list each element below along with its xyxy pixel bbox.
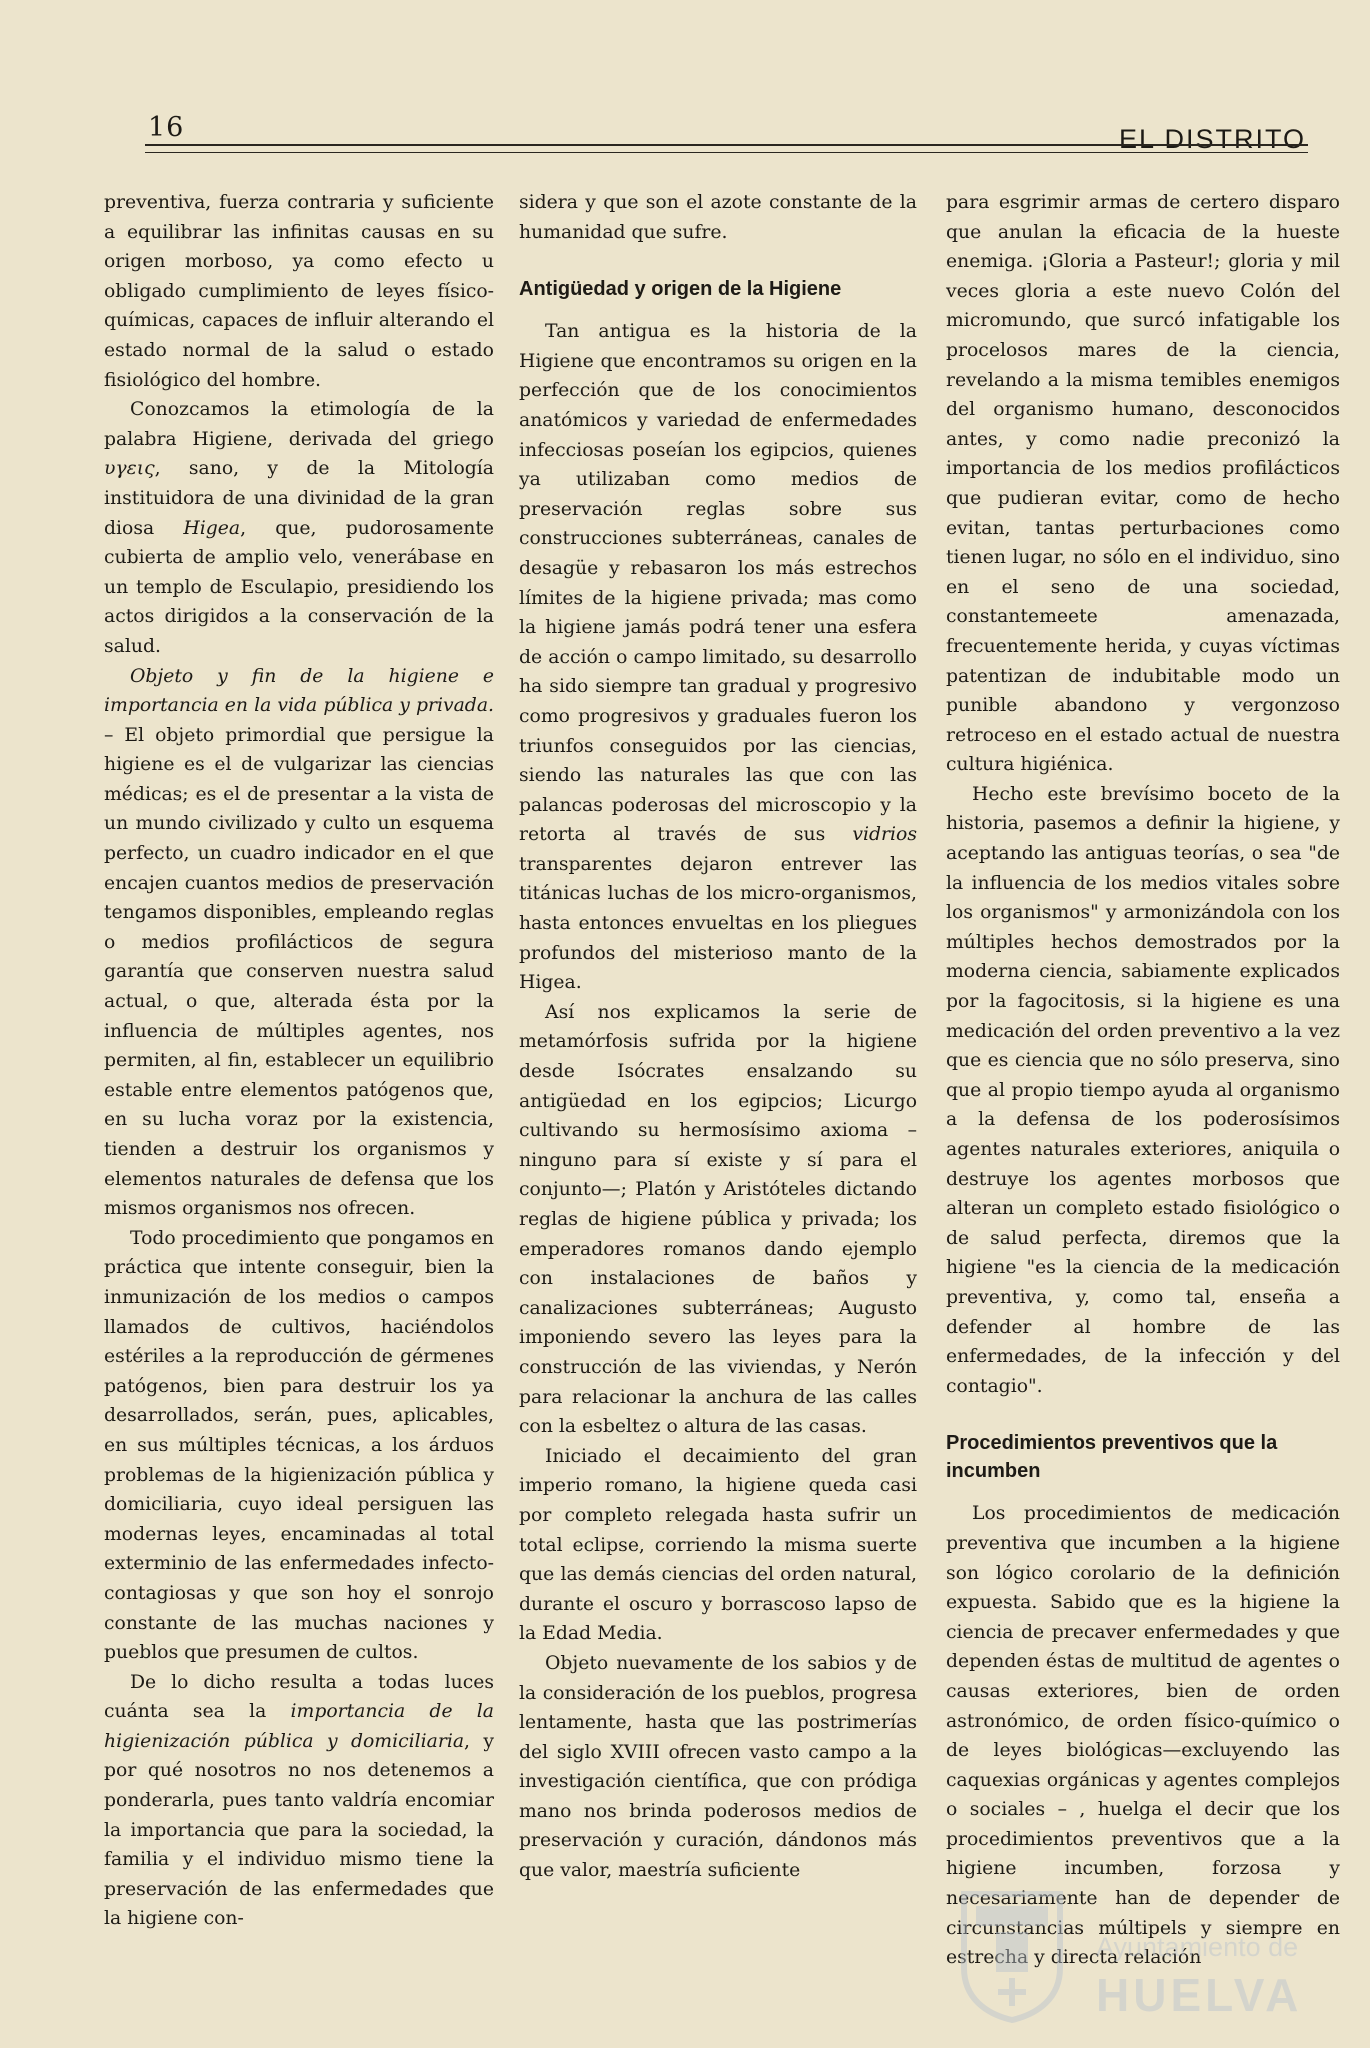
- publication-title: EL DISTRITO: [1118, 124, 1306, 154]
- watermark: [958, 1888, 1310, 2028]
- paragraph: Así nos explicamos la serie de metamórfosis sufrida por la higiene desde Isócrates ensalzando su antigüedad en los egipcios; Licurgo cultivando su hermosísimo axioma – ninguno para sí existe y sí para el conjunto—; Platón y Aristóteles dictando reglas de higiene pública y privada; los emperadores romanos dando ejemplo con instalaciones de baños y canalizaciones subterráneas; Augusto imponiendo severo las leyes para la construcción de las viviendas, y Nerón para relacionar la anchura de las calles con la esbeltez o altura de las casas.: [519, 1001, 917, 1438]
- coat-of-arms-icon: [958, 1888, 1066, 2024]
- column-1: [104, 188, 495, 1930]
- paragraph: Iniciado el decaimiento del gran imperio romano, la higiene queda casi por completo relegada hasta sufrir un total eclipse, corriendo la misma suerte que las demás ciencias del orden natural, durante el oscuro y borrascoso lapso de la Edad Media.: [519, 1445, 917, 1645]
- page-number: 16: [148, 112, 185, 143]
- paragraph: para esgrimir armas de certero disparo que anulan la eficacia de la hueste enemiga. ¡Gloria a Pasteur!; gloria y mil veces gloria a este nuevo Colón del micromundo, que surcó infatigable los procelosos mares de la ciencia, revelando a la misma temibles enemigos del organismo humano, desconocidos antes, y como nadie preconizó la importancia de los medios profilácticos que pudieran evitar, como de hecho evitan, tantas perturbaciones como tienen lugar, no sólo en el individuo, sino en el seno de una sociedad, constantemeete amenazada, frecuentemente herida, y cuyas víctimas patentizan de indubitable modo un punible abandono y vergonzoso retroceso en el estado actual de nuestra cultura higiénica.: [946, 192, 1340, 776]
- header-rule-thin: [145, 152, 1308, 153]
- column-2: [519, 188, 917, 1908]
- paragraph: Todo procedimiento que pongamos en práctica que intente conseguir, bien la inmunización de los medios o campos llamados de cultivos, haciéndolos estériles a la reproducción de gérmenes patógenos, bien para destruir los ya desarrollados, serán, pues, aplicables, en sus múltiples técnicas, a los árduos problemas de la higienización pública y domiciliaria, cuyo ideal persiguen las modernas leyes, encaminadas al total exterminio de las enfermedades infecto-contagiosas y que son hoy el sonrojo constante de las muchas naciones y pueblos que presumen de cultos.: [104, 1227, 494, 1664]
- watermark-line-2: HUELVA: [1096, 1969, 1303, 2021]
- paragraph: Conozcamos la etimología de la palabra Higiene, derivada del griego υγεις, sano, y de la Mitología instituidora de una divinidad de la gran diosa Higea, que, pudorosamente cubierta de amplio velo, venerábase en un templo de Esculapio, presidiendo los actos dirigidos a la conservación de la salud.: [104, 399, 494, 657]
- header-rule: [145, 144, 1308, 146]
- inline-heading: Objeto y fin de la higiene e importancia en la vida pública y privada.: [104, 665, 494, 717]
- paragraph: Tan antigua es la historia de la Higiene que encontramos su origen en la perfección que de los conocimientos anatómicos y variedad de enfermedades infecciosas poseían los egipcios, quienes ya utilizaban como medios de preservación reglas sobre sus construcciones subterráneas, canales de desagüe y rebasaron los más estrechos límites de la higiene privada; mas como la higiene jamás podrá tener una esfera de acción o campo limitado, su desarrollo ha sido siempre tan gradual y progresivo como progresivos y graduales fueron los triunfos conseguidos por las ciencias, siendo las naturales las que con las palancas poderosas del microscopio y la retorta al través de sus vidrios transparentes dejaron entrever las titánicas luchas de los micro-organismos, hasta entonces envueltas en los pliegues profundos del misterioso manto de la Higea.: [519, 321, 917, 994]
- paragraph: preventiva, fuerza contraria y suficiente a equilibrar las infinitas causas en su origen morboso, ya como efecto u obligado cumplimiento de leyes físico-químicas, capaces de influir alterando el estado normal de la salud o estado fisiológico del hombre.: [104, 192, 494, 391]
- paragraph: De lo dicho resulta a todas luces cuánta sea la importancia de la higienización pública y domiciliaria, y por qué nosotros no nos detenemos a ponderarla, pues tanto valdría encomiar la importancia que para la sociedad, la familia y el individuo mismo tiene la preservación de las enfermedades que la higiene con-: [104, 1671, 495, 1930]
- paragraph: Objeto nuevamente de los sabios y de la consideración de los pueblos, progresa lentamente, hasta que las postrimerías del siglo XVIII ofrecen vasto campo a la investigación científica, que con pródiga mano nos brinda poderosos medios de preservación y curación, dándonos más que valor, maestría suficiente: [519, 1652, 917, 1882]
- watermark-line-1: Ayuntamiento de: [1096, 1932, 1299, 1962]
- paragraph: Los procedimientos de medicación preventiva que incumben a la higiene son lógico corolario de la definición expuesta. Sabido que es la higiene la ciencia de precaver enfermedades y que dependen éstas de multitud de agentes o causas exteriores, bien de orden astronómico, de orden físico-químico o de leyes biológicas—excluyendo las caquexias orgánicas y agentes complejos o sociales – , huelga el decir que los procedimientos preventivos que a la higiene incumben, forzosa y necesariamente han de depender de circunstancias múltipels y siempre en estrecha y directa relación: [946, 1503, 1340, 1969]
- paragraph: Objeto y fin de la higiene e importancia en la vida pública y privada. – El objeto primordial que persigue la higiene es el de vulgarizar las ciencias médicas; es el de presentar a la vista de un mundo civilizado y culto un esquema perfecto, un cuadro indicador en el que encajen cuantos medios de preservación tengamos disponibles, empleando reglas o medios profilácticos de segura garantía que conserven nuestra salud actual, o que, alterada ésta por la influencia de múltiples agentes, nos permiten, al fin, establecer un equilibrio estable entre elementos patógenos que, en su lucha voraz por la existencia, tienden a destruir los organismos y elementos naturales de defensa que los mismos organismos nos ofrecen.: [104, 665, 494, 1220]
- paragraph: Hecho este brevísimo boceto de la historia, pasemos a definir la higiene, y aceptando las antiguas teorías, o sea "de la influencia de los medios vitales sobre los organismos" y armonizándola con los múltiples hechos demostrados por la moderna ciencia, sabiamente explicados por la fagocitosis, si la higiene es una medicación del orden preventivo a la vez que es ciencia que no sólo preserva, sino que al propio tiempo ayuda al organismo a la defensa de los poderosísimos agentes naturales exteriores, aniquila o destruye los agentes morbosos que alteran un completo estado fisiológico o de salud perfecta, diremos que la higiene "es la ciencia de la medicación preventiva, y, como tal, enseña a defender al hombre de las enfermedades, de la infección y del contagio".: [946, 783, 1340, 1397]
- section-heading: Procedimientos preventivos que la incumben: [946, 1432, 1278, 1483]
- paragraph: sidera y que son el azote constante de la humanidad que sufre.: [519, 192, 917, 243]
- section-heading: Antigüedad y origen de la Higiene: [519, 278, 842, 301]
